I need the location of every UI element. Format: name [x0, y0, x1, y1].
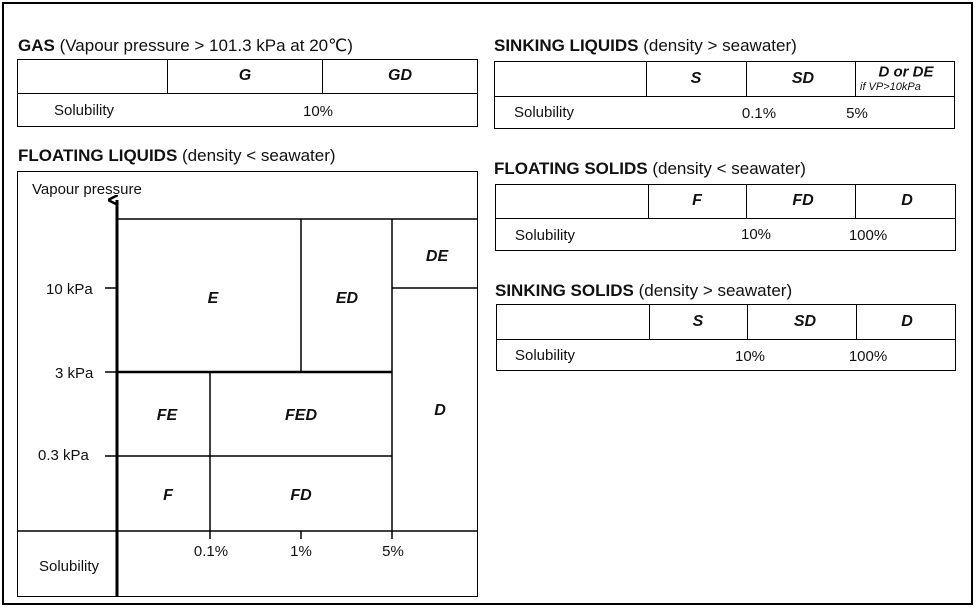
sinking-solids-col-divider: [649, 304, 650, 339]
region-fd: FD: [290, 487, 312, 504]
gas-threshold: 10%: [302, 103, 334, 120]
gas-solubility-label: Solubility: [54, 102, 115, 119]
x-tick-1pct: 1%: [290, 543, 312, 560]
sinking-liquids-threshold-01pct: 0.1%: [741, 105, 777, 122]
sinking-solids-threshold-10pct: 10%: [734, 348, 766, 365]
floating-solids-col-divider: [648, 184, 649, 218]
region-fe: FE: [156, 407, 178, 424]
region-de: DE: [425, 248, 449, 265]
floating-solids-col-divider: [746, 184, 747, 218]
sinking-liquids-header-d-or-de: D or DE: [878, 63, 934, 81]
gas-header-gd: GD: [388, 67, 412, 84]
gas-title: GAS (Vapour pressure > 101.3 kPa at 20℃): [18, 36, 353, 55]
sinking-liquids-solubility-label: Solubility: [514, 104, 575, 121]
sinking-solids-title: SINKING SOLIDS (density > seawater): [495, 281, 793, 300]
y-axis-label: Vapour pressure: [32, 181, 142, 198]
y-tick-03kpa: 0.3 kPa: [38, 447, 89, 464]
x-tick-5pct: 5%: [382, 543, 404, 560]
x-axis-label: Solubility: [39, 558, 100, 575]
sinking-solids-header-d: D: [901, 313, 913, 330]
sinking-liquids-row-divider: [494, 96, 955, 97]
gas-header-g: G: [238, 67, 252, 84]
y-tick-10kpa: 10 kPa: [46, 281, 93, 298]
region-ed: ED: [335, 290, 359, 307]
floating-solids-header-f: F: [692, 192, 702, 209]
sinking-liquids-threshold-5pct: 5%: [846, 105, 868, 122]
region-f: F: [163, 487, 173, 504]
sinking-solids-row-divider: [496, 339, 956, 340]
sinking-solids-header-sd: SD: [793, 313, 817, 330]
y-tick-3kpa: 3 kPa: [55, 365, 94, 382]
sinking-solids-col-divider: [856, 304, 857, 339]
floating-solids-row-divider: [495, 218, 956, 219]
x-tick-01pct: 0.1%: [193, 543, 229, 560]
sinking-liquids-title: SINKING LIQUIDS (density > seawater): [494, 36, 797, 55]
sinking-liquids-col-divider: [855, 61, 856, 96]
sinking-solids-col-divider: [747, 304, 748, 339]
sinking-liquids-col-divider: [646, 61, 647, 96]
region-e: E: [207, 290, 219, 307]
floating-liquids-title: FLOATING LIQUIDS (density < seawater): [18, 146, 336, 165]
sinking-solids-threshold-100pct: 100%: [848, 348, 888, 365]
floating-solids-title: FLOATING SOLIDS (density < seawater): [494, 159, 806, 178]
sinking-liquids-col-divider: [746, 61, 747, 96]
floating-solids-threshold-100pct: 100%: [848, 227, 888, 244]
sinking-solids-header-s: S: [692, 313, 704, 330]
region-d: D: [434, 402, 446, 419]
sinking-solids-solubility-label: Solubility: [515, 347, 576, 364]
floating-solids-threshold-10pct: 10%: [740, 226, 772, 243]
floating-solids-header-fd: FD: [792, 192, 814, 209]
sinking-liquids-header-sd: SD: [791, 70, 815, 87]
sinking-liquids-header-note: if VP>10kPa: [860, 81, 921, 93]
floating-solids-header-d: D: [901, 192, 913, 209]
sinking-liquids-header-s: S: [690, 70, 702, 87]
floating-solids-col-divider: [855, 184, 856, 218]
region-fed: FED: [285, 407, 317, 424]
floating-solids-solubility-label: Solubility: [515, 227, 576, 244]
